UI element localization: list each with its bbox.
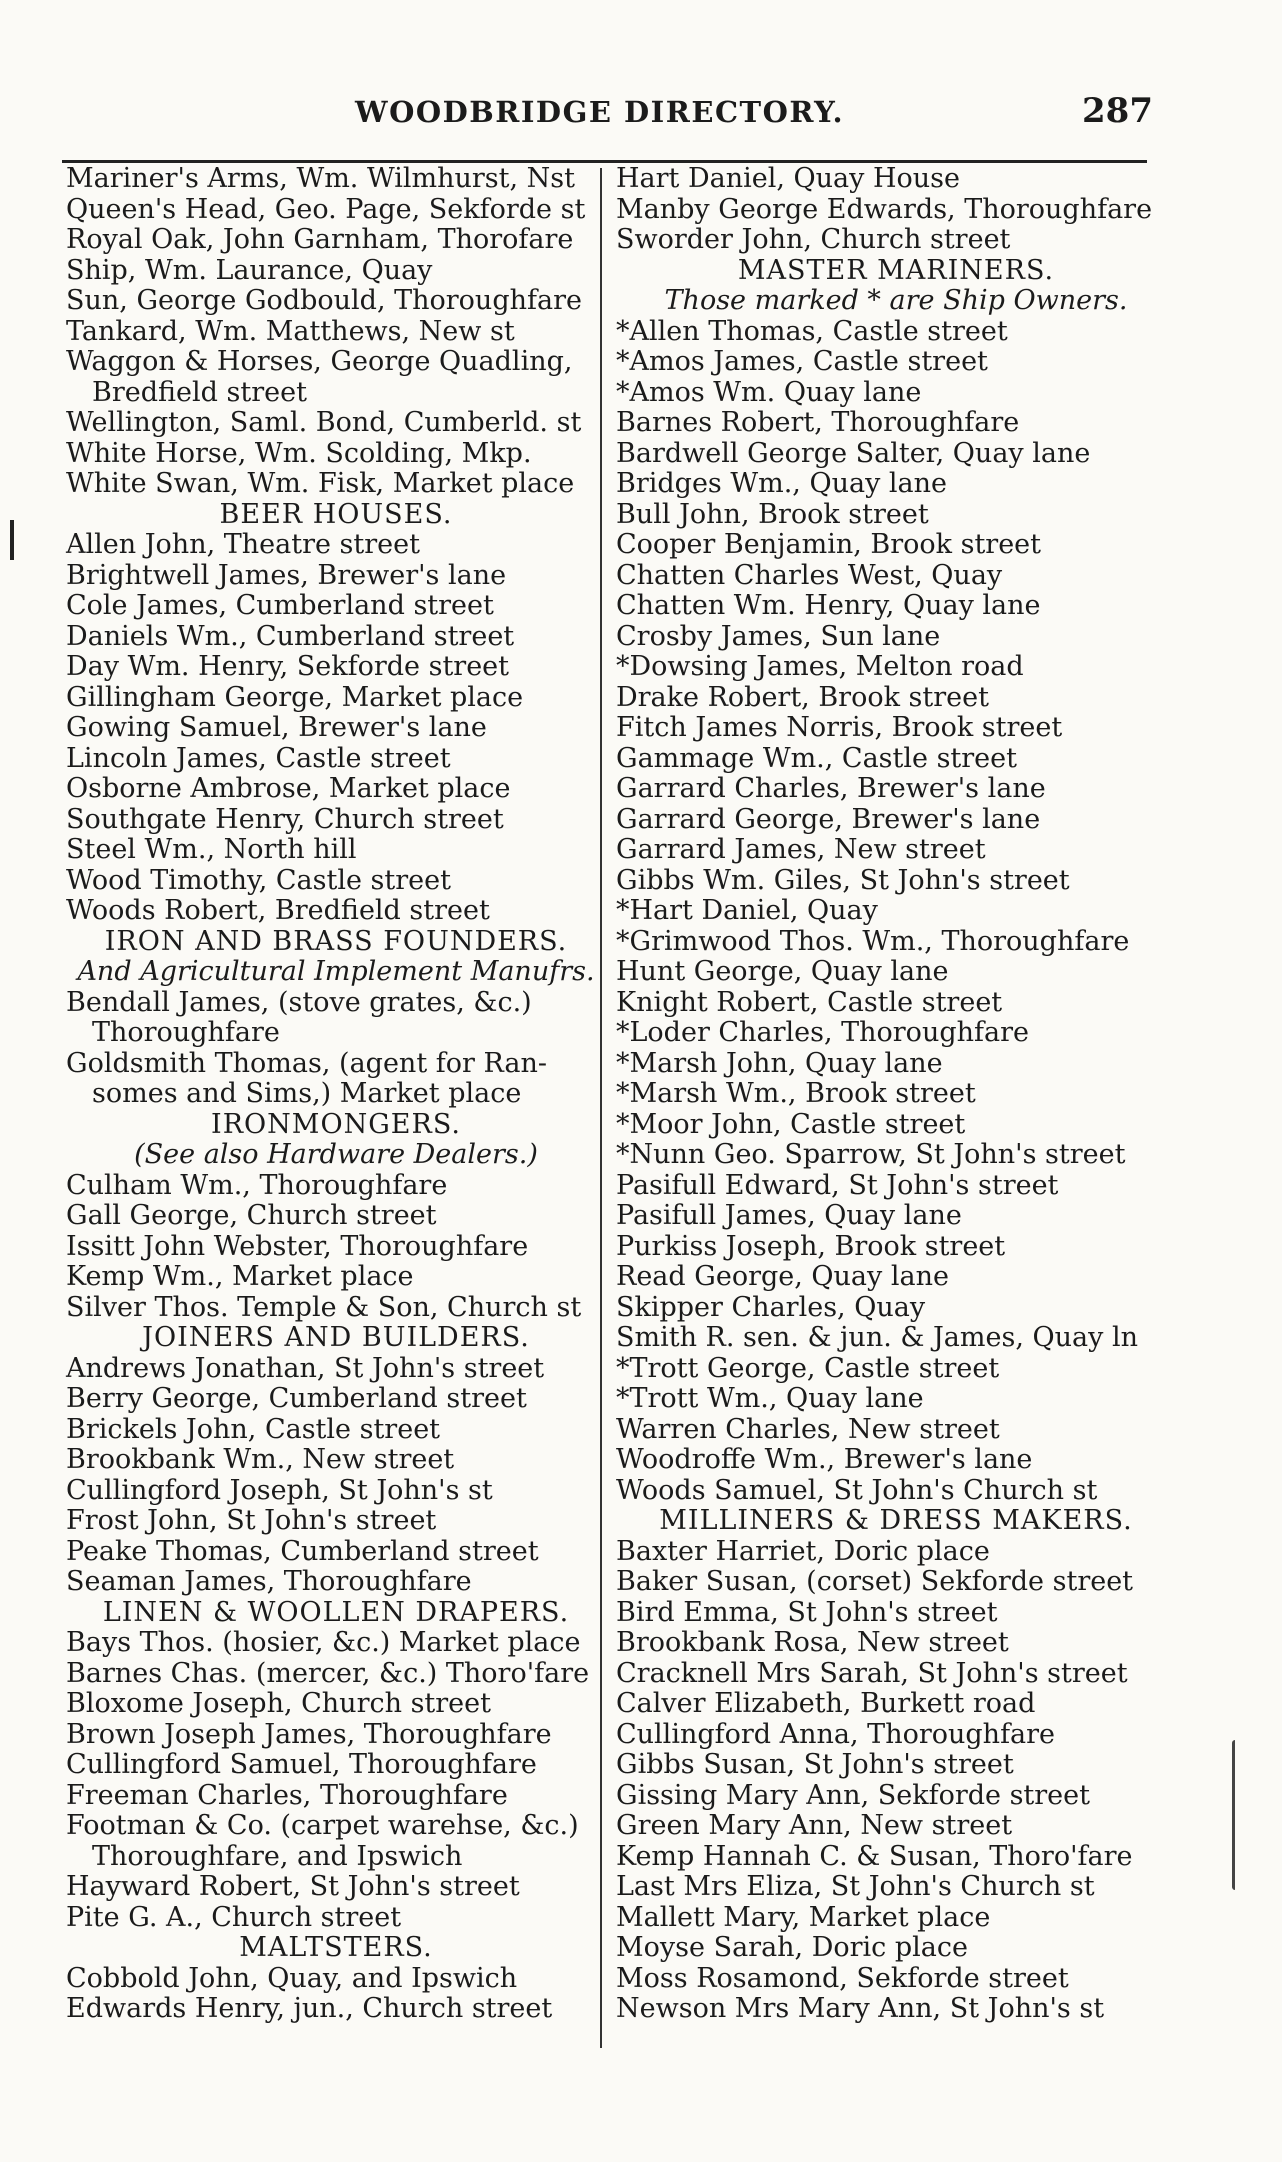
directory-entry: *Dowsing James, Melton road [616,651,1024,682]
directory-entry: Bloxome Joseph, Church street [66,1688,491,1719]
directory-entry: *Loder Charles, Thoroughfare [616,1017,1029,1048]
section-heading: BEER HOUSES. [219,498,453,530]
directory-entry: Baxter Harriet, Doric place [616,1535,990,1567]
directory-entry: Bull John, Brook street [616,498,929,530]
directory-entry: Brookbank Rosa, New street [616,1627,1009,1658]
directory-entry: Drake Robert, Brook street [616,681,989,713]
directory-entry: Hunt George, Quay lane [616,956,949,987]
directory-entry: White Swan, Wm. Fisk, Market place [66,468,575,499]
directory-entry: Read George, Quay lane [616,1261,949,1292]
directory-entry: *Hart Daniel, Quay [616,895,878,926]
directory-entry: Gibbs Susan, St John's street [616,1749,1014,1780]
directory-entry: Steel Wm., North hill [66,834,357,865]
directory-entry: Skipper Charles, Quay [616,1291,926,1323]
directory-entry: Kemp Wm., Market place [66,1261,414,1292]
directory-entry: Berry George, Cumberland street [66,1383,527,1414]
directory-entry: Woods Samuel, St John's Church st [616,1474,1098,1506]
directory-entry: Bridges Wm., Quay lane [616,468,948,499]
directory-entry: Brown Joseph James, Thoroughfare [66,1718,552,1750]
section-heading: LINEN & WOOLLEN DRAPERS. [102,1596,570,1628]
directory-entry: Frost John, St John's street [66,1505,437,1536]
directory-entry: Knight Robert, Castle street [616,986,1003,1018]
directory-entry: Gall George, Church street [66,1200,437,1231]
directory-entry: Baker Susan, (corset) Sekforde street [616,1566,1134,1597]
directory-entry: Moyse Sarah, Doric place [616,1932,968,1963]
directory-entry: Chatten Charles West, Quay [616,559,1003,591]
directory-entry: Osborne Ambrose, Market place [66,773,511,804]
directory-entry: Culham Wm., Thoroughfare [66,1169,448,1201]
directory-entry: Garrard James, New street [616,834,986,865]
directory-entry: Goldsmith Thomas, (agent for Ran- [66,1047,548,1079]
directory-entry: Bendall James, (stove grates, &c.) [66,986,532,1018]
directory-entry: Smith R. sen. & jun. & James, Quay ln [616,1322,1138,1353]
directory-entry: Queen's Head, Geo. Page, Sekforde st [66,193,586,225]
directory-entry: Andrews Jonathan, St John's street [66,1352,545,1384]
entry-continuation: somes and Sims,) Market place [92,1078,522,1109]
directory-entry: Cobbold John, Quay, and Ipswich [66,1962,518,1994]
running-title: WOODBRIDGE DIRECTORY. [355,95,845,129]
directory-entry: Garrard George, Brewer's lane [616,803,1041,835]
directory-entry: *Marsh John, Quay lane [616,1047,943,1079]
directory-entry: *Grimwood Thos. Wm., Thoroughfare [616,925,1130,957]
directory-entry: Barnes Robert, Thoroughfare [616,407,1020,438]
directory-entry: Last Mrs Eliza, St John's Church st [616,1871,1095,1902]
directory-entry: Mariner's Arms, Wm. Wilmhurst, Nst [66,163,576,194]
directory-entry: Edwards Henry, jun., Church street [66,1993,553,2024]
section-heading: IRONMONGERS. [211,1108,461,1140]
print-speck [1232,1740,1235,1890]
directory-entry: Gammage Wm., Castle street [616,742,1017,774]
directory-entry: Pasifull James, Quay lane [616,1200,962,1231]
section-note: And Agricultural Implement Manufrs. [77,956,595,987]
directory-entry: Freeman Charles, Thoroughfare [66,1779,508,1811]
entry-continuation: Thoroughfare [92,1017,280,1048]
directory-entry: Brickels John, Castle street [66,1413,441,1445]
directory-entry: Manby George Edwards, Thoroughfare [616,193,1153,225]
section-heading: JOINERS AND BUILDERS. [142,1322,530,1353]
section-heading: MALTSTERS. [239,1932,433,1963]
directory-entry: Pite G. A., Church street [66,1901,402,1933]
section-heading: MASTER MARINERS. [737,254,1055,286]
print-speck [10,520,14,560]
entry-continuation: Bredfield street [92,376,307,408]
directory-entry: Silver Thos. Temple & Son, Church st [66,1291,582,1323]
directory-entry: Sworder John, Church street [616,224,1011,255]
directory-entry: *Amos James, Castle street [616,346,988,377]
directory-entry: Brightwell James, Brewer's lane [66,559,507,591]
directory-entry: Calver Elizabeth, Burkett road [616,1688,1036,1719]
directory-entry: Day Wm. Henry, Sekforde street [66,651,510,682]
directory-entry: Woodroffe Wm., Brewer's lane [616,1444,1033,1475]
directory-entry: Moss Rosamond, Sekforde street [616,1962,1069,1994]
directory-entry: Cullingford Samuel, Thoroughfare [66,1749,537,1780]
directory-entry: Allen John, Theatre street [66,529,420,560]
directory-entry: Gibbs Wm. Giles, St John's street [616,864,1070,896]
directory-entry: *Nunn Geo. Sparrow, St John's street [616,1139,1126,1170]
directory-entry: Kemp Hannah C. & Susan, Thoro'fare [616,1840,1133,1872]
directory-entry: Wellington, Saml. Bond, Cumberld. st [66,407,582,438]
directory-entry: Issitt John Webster, Thoroughfare [66,1230,529,1262]
directory-entry: Cullingford Anna, Thoroughfare [616,1718,1056,1750]
directory-entry: *Moor John, Castle street [616,1108,966,1140]
directory-entry: Bardwell George Salter, Quay lane [616,437,1091,469]
directory-entry: Hart Daniel, Quay House [616,163,961,194]
directory-entry: Gillingham George, Market place [66,681,524,713]
directory-entry: Royal Oak, John Garnham, Thorofare [66,224,574,255]
directory-entry: Cooper Benjamin, Brook street [616,529,1042,560]
directory-entry: Barnes Chas. (mercer, &c.) Thoro'fare [66,1657,590,1689]
directory-entry: Woods Robert, Bredfield street [66,895,490,926]
directory-entry: Lincoln James, Castle street [66,742,451,774]
directory-entry: Gissing Mary Ann, Sekforde street [616,1779,1090,1811]
directory-entry: Green Mary Ann, New street [616,1810,1013,1841]
page-header [0,91,1282,145]
directory-entry: Southgate Henry, Church street [66,803,504,835]
directory-entry: Fitch James Norris, Brook street [616,712,1063,743]
section-heading: MILLINERS & DRESS MAKERS. [659,1505,1133,1536]
directory-entry: Ship, Wm. Laurance, Quay [66,254,433,286]
page-number: 287 [1082,91,1153,131]
left-column [66,164,606,2025]
directory-entry: Seaman James, Thoroughfare [66,1566,472,1597]
directory-entry: Peake Thomas, Cumberland street [66,1535,539,1567]
directory-entry: White Horse, Wm. Scolding, Mkp. [66,437,532,469]
directory-entry: Garrard Charles, Brewer's lane [616,773,1046,804]
directory-entry: Cullingford Joseph, St John's st [66,1474,493,1506]
entry-continuation: Thoroughfare, and Ipswich [92,1840,463,1872]
directory-entry: Chatten Wm. Henry, Quay lane [616,590,1041,621]
section-note: (See also Hardware Dealers.) [134,1139,538,1170]
right-column [616,164,1176,2025]
directory-entry: Newson Mrs Mary Ann, St John's st [616,1993,1105,2024]
directory-entry: *Trott Wm., Quay lane [616,1383,924,1414]
directory-entry: Mallett Mary, Market place [616,1901,991,1933]
directory-entry: *Allen Thomas, Castle street [616,315,1008,347]
directory-entry: Brookbank Wm., New street [66,1444,455,1475]
section-heading: IRON AND BRASS FOUNDERS. [104,925,568,957]
directory-entry: *Trott George, Castle street [616,1352,1000,1384]
directory-entry: Warren Charles, New street [616,1413,1000,1445]
directory-entry: Tankard, Wm. Matthews, New st [66,315,515,347]
directory-entry: *Amos Wm. Quay lane [616,376,922,408]
directory-entry: Waggon & Horses, George Quadling, [66,346,573,377]
directory-entry: Cole James, Cumberland street [66,590,494,621]
directory-entry: *Marsh Wm., Brook street [616,1078,976,1109]
directory-entry: Daniels Wm., Cumberland street [66,620,515,652]
directory-entry: Pasifull Edward, St John's street [616,1169,1059,1201]
directory-entry: Crosby James, Sun lane [616,620,941,652]
directory-entry: Sun, George Godbould, Thoroughfare [66,285,582,316]
directory-entry: Hayward Robert, St John's street [66,1871,520,1902]
directory-entry: Cracknell Mrs Sarah, St John's street [616,1657,1128,1689]
section-note: Those marked * are Ship Owners. [664,285,1128,316]
directory-entry: Wood Timothy, Castle street [66,864,451,896]
directory-entry: Bays Thos. (hosier, &c.) Market place [66,1627,581,1658]
directory-entry: Gowing Samuel, Brewer's lane [66,712,487,743]
directory-entry: Purkiss Joseph, Brook street [616,1230,1006,1262]
directory-entry: Footman & Co. (carpet warehse, &c.) [66,1810,579,1841]
directory-entry: Bird Emma, St John's street [616,1596,998,1628]
